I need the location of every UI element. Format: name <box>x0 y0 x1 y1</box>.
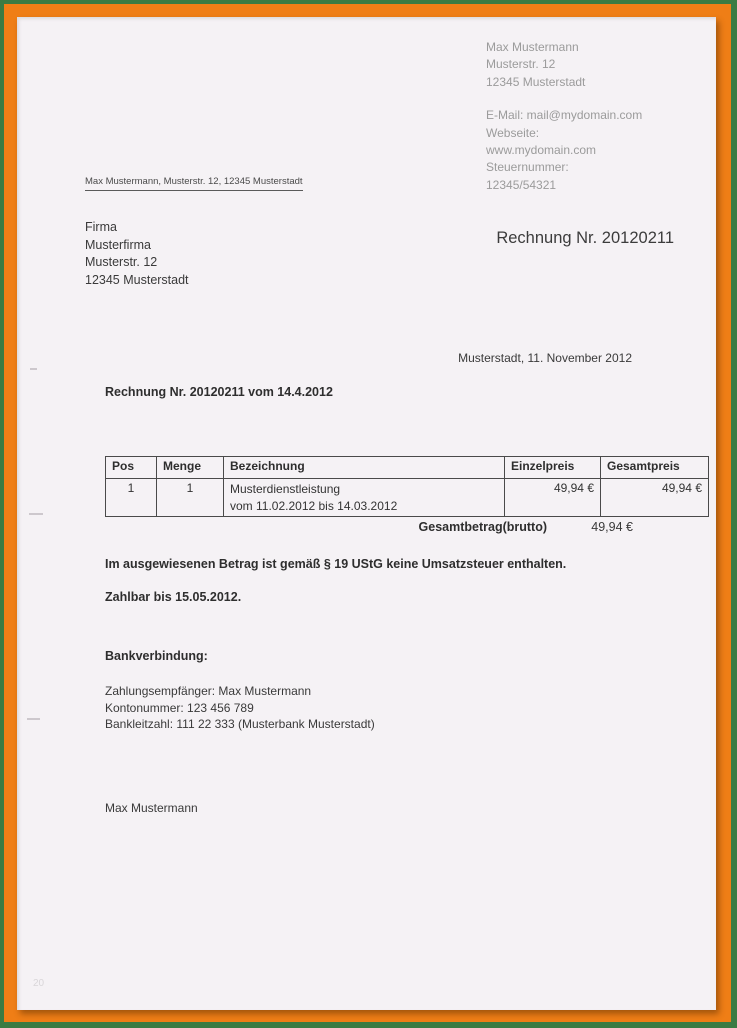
tax-note: Im ausgewiesenen Betrag ist gemäß § 19 UStG keine Umsatzsteuer enthalten. <box>105 557 567 571</box>
table-header-row <box>106 457 709 479</box>
sender-tax-number: 12345/54321 <box>486 177 557 192</box>
recipient-line: 12345 Musterstadt <box>85 272 189 287</box>
items-table <box>105 456 709 517</box>
fold-mark <box>29 513 43 515</box>
bank-code-line: Bankleitzahl: 111 22 333 (Musterbank Musterstadt) <box>105 717 375 732</box>
bank-heading: Bankverbindung: <box>105 649 208 663</box>
sender-tax-label: Steuernummer: <box>486 160 569 175</box>
col-header-pos: Pos <box>106 457 157 479</box>
col-header-menge: Menge <box>157 457 224 479</box>
bank-details <box>105 683 375 733</box>
sender-website-label: Webseite: <box>486 125 540 140</box>
invoice-title: Rechnung Nr. 20120211 <box>496 229 674 247</box>
col-header-einzelpreis: Einzelpreis <box>505 457 601 479</box>
item-description: Musterdienstleistung <box>230 482 341 496</box>
subject-line: Rechnung Nr. 20120211 vom 14.4.2012 <box>105 385 333 399</box>
recipient-line: Firma <box>85 220 117 234</box>
cell-gesamtpreis: 49,94 € <box>601 479 709 517</box>
item-period: vom 11.02.2012 bis 14.03.2012 <box>230 498 398 513</box>
sender-email: E-Mail: mail@mydomain.com <box>486 108 643 123</box>
return-address-line: Max Mustermann, Musterstr. 12, 12345 Musterstadt <box>85 176 303 191</box>
col-header-gesamtpreis: Gesamtpreis <box>601 457 709 479</box>
recipient-line: Musterstr. 12 <box>85 255 158 269</box>
sender-website: www.mydomain.com <box>486 143 597 158</box>
payment-due-note: Zahlbar bis 15.05.2012. <box>105 590 242 604</box>
recipient-address <box>85 219 189 289</box>
cell-bezeichnung <box>224 479 505 517</box>
signature-name: Max Mustermann <box>105 801 198 815</box>
table-row <box>106 479 709 517</box>
fold-mark <box>27 718 40 720</box>
cell-menge: 1 <box>157 479 224 517</box>
bank-payee-line: Zahlungsempfänger: Max Mustermann <box>105 684 312 698</box>
sender-street: Musterstr. 12 <box>486 57 556 72</box>
page-number: 20 <box>33 978 45 989</box>
items-table-section <box>105 456 702 540</box>
bank-account-line: Kontonummer: 123 456 789 <box>105 700 254 715</box>
cell-pos: 1 <box>106 479 157 517</box>
sender-name: Max Mustermann <box>486 40 579 54</box>
col-header-bezeichnung: Bezeichnung <box>224 457 505 479</box>
date-line: Musterstadt, 11. November 2012 <box>458 351 632 365</box>
sender-contact-block <box>486 39 642 194</box>
sender-city: 12345 Musterstadt <box>486 74 586 89</box>
total-value: 49,94 € <box>591 520 633 534</box>
fold-mark <box>30 368 37 370</box>
total-row <box>105 520 643 540</box>
total-label: Gesamtbetrag(brutto) <box>418 520 547 534</box>
cell-einzelpreis: 49,94 € <box>505 479 601 517</box>
invoice-page <box>17 17 716 1010</box>
recipient-line: Musterfirma <box>85 237 151 252</box>
